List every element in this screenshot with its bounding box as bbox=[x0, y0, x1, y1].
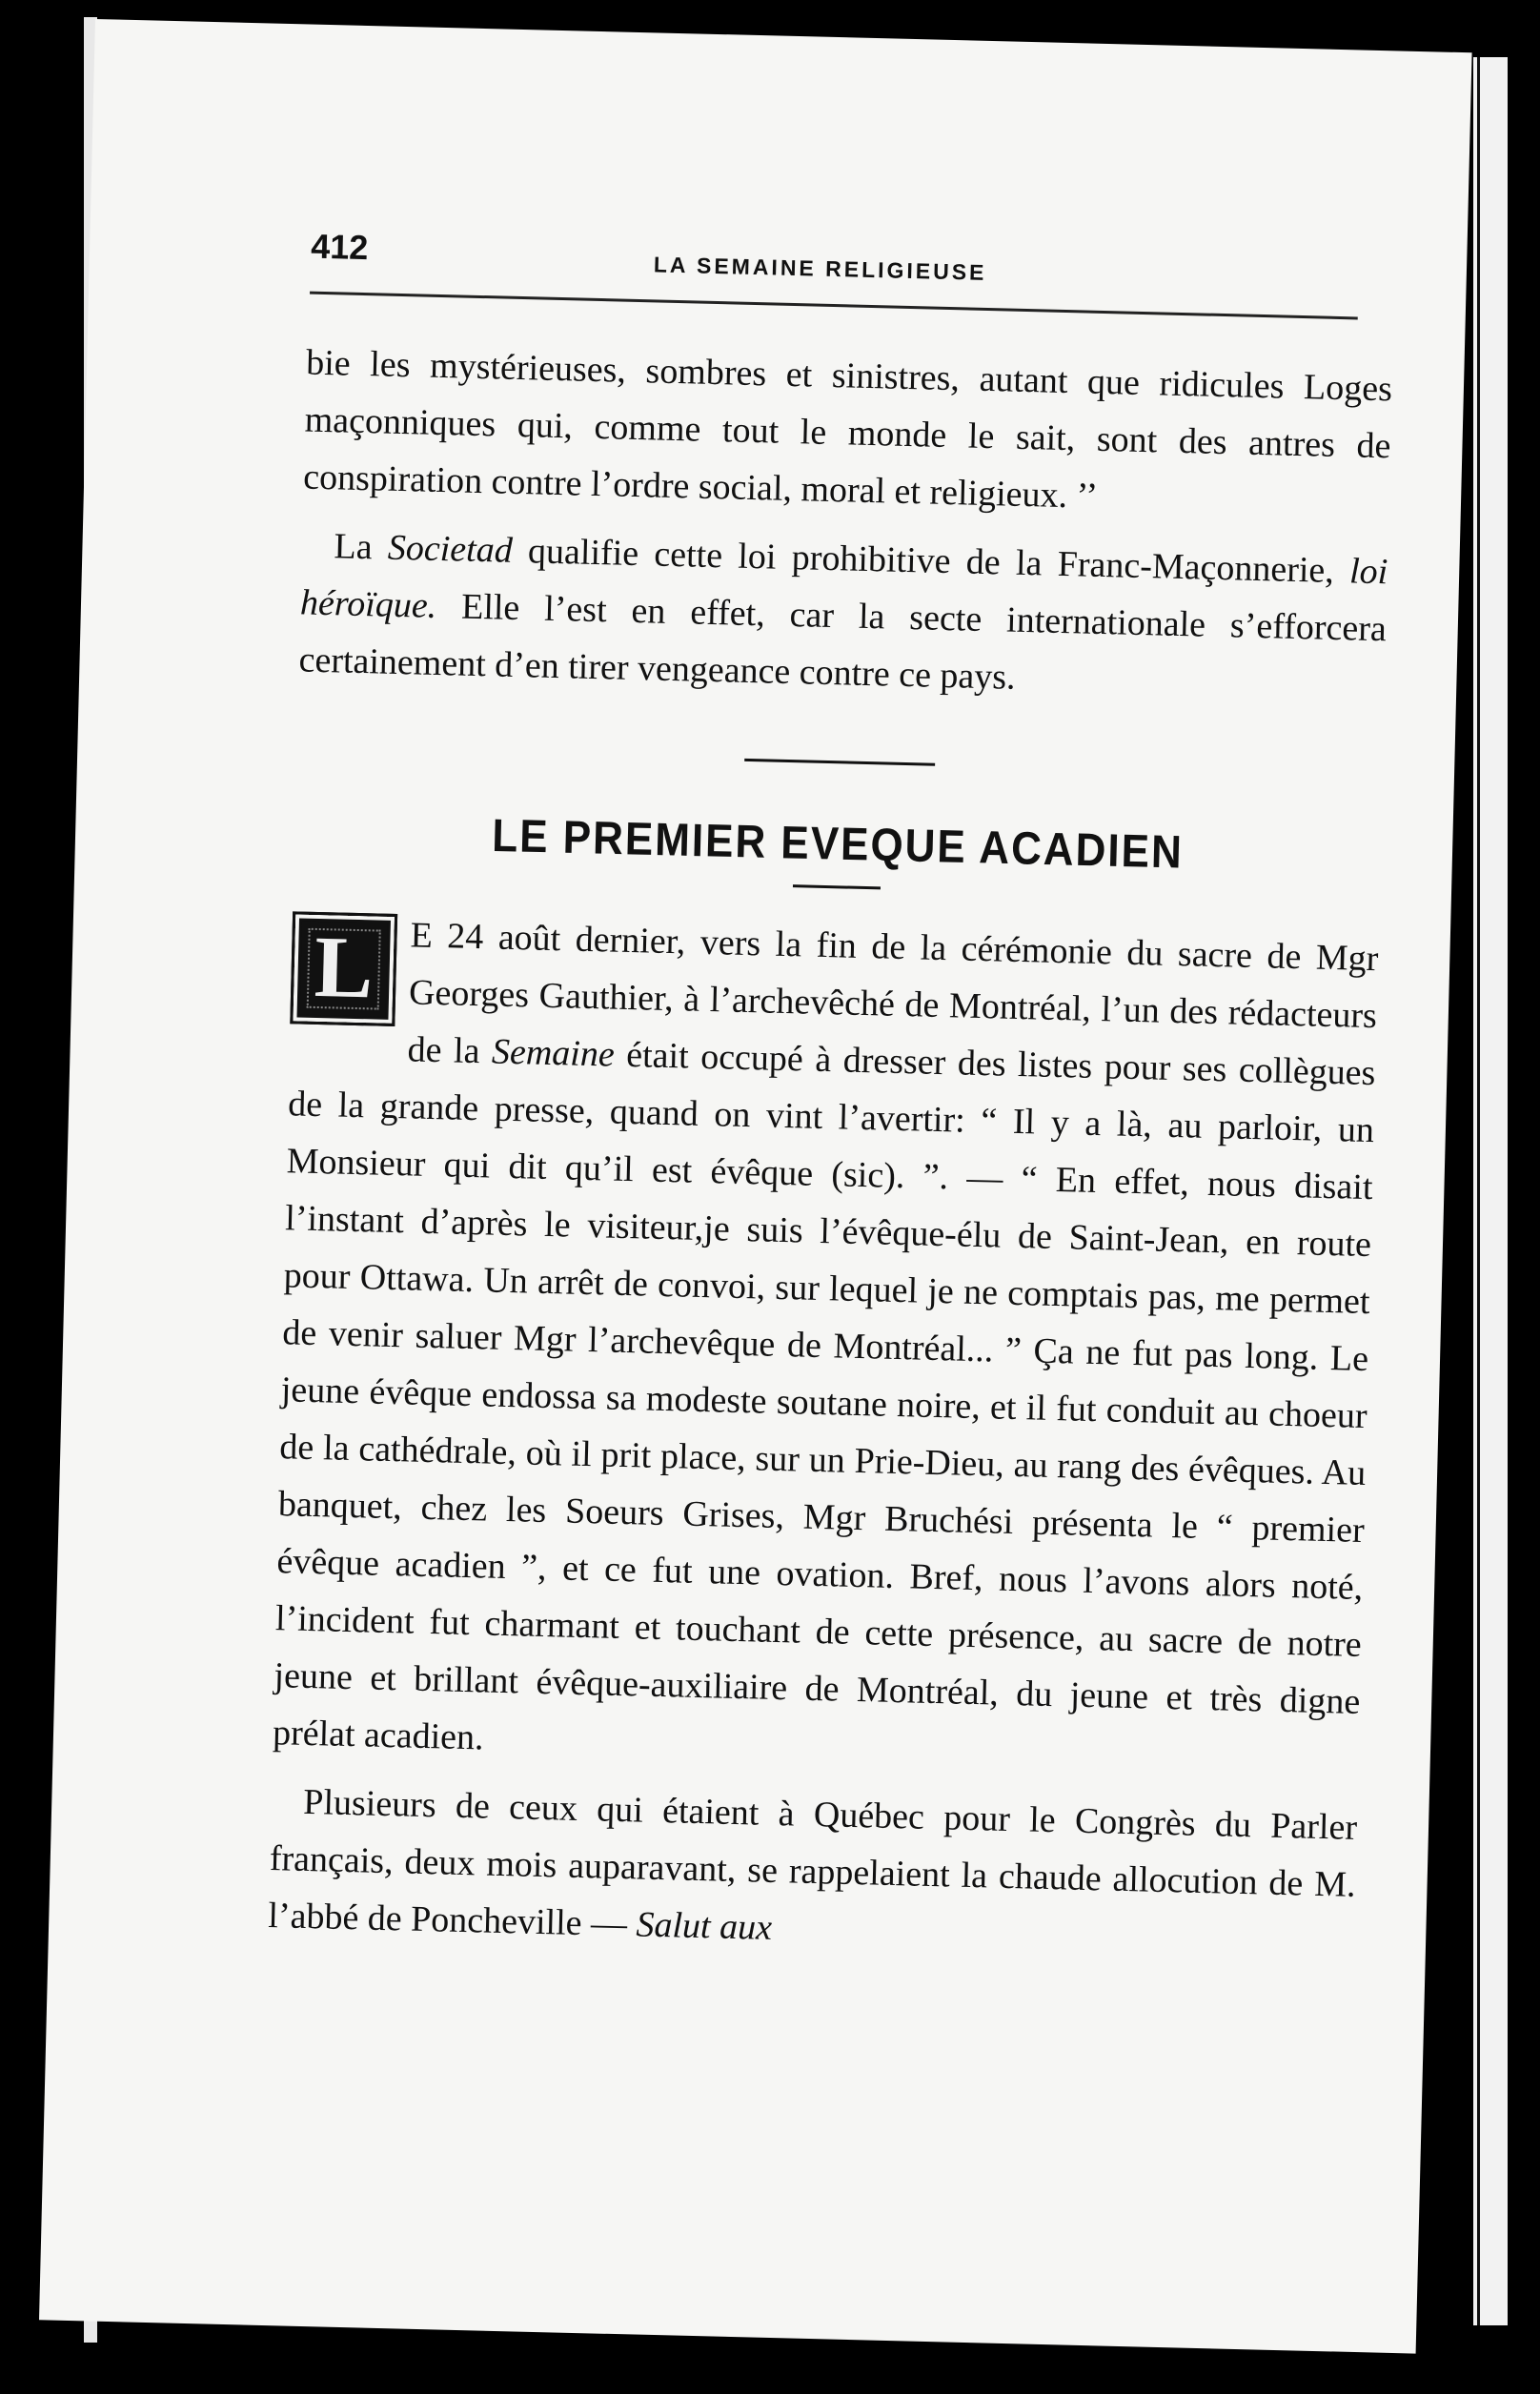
text-run: Elle l’est en effet, car la secte internationale s’efforcera certainement d’en tirer vengeance contre ce pays. bbox=[298, 585, 1388, 698]
text-run: E 24 août dernier, vers la fin de la cérémonie du sacre de Mgr Georges Gauthier, à l’archevêché de Montréal, l’un des rédacteurs de la bbox=[407, 915, 1379, 1072]
header-rule bbox=[310, 292, 1358, 320]
page-header bbox=[310, 206, 1398, 337]
running-title: LA SEMAINE RELIGIEUSE bbox=[653, 252, 987, 285]
text-run: qualifie cette loi prohibitive de la Franc-Maçonnerie, bbox=[512, 530, 1350, 592]
text-run: Plusieurs de ceux qui étaient à Québec pour le Congrès du Parler français, deux mois auparavant, se rappelaient la chaude allocution de M. l’abbé de Poncheville — bbox=[267, 1781, 1358, 1945]
drop-cap-letter: L bbox=[313, 917, 375, 1017]
drop-cap-ornament bbox=[290, 911, 397, 1026]
paragraph-societad bbox=[298, 517, 1388, 715]
italic-run: Societad bbox=[387, 527, 514, 571]
paragraph-main bbox=[272, 903, 1379, 1788]
italic-run: loi héroïque. bbox=[299, 551, 1388, 626]
text-run: La bbox=[334, 526, 389, 568]
text-run: était occupé à dresser des listes pour ses collègues de la grande presse, quand on vint l’avertir: “ Il y a là, au parloir, un Monsieur qui dit qu’il est évêque (sic). ”. — “ En effet, nous disait l’instant d’après le visiteur,je suis l’évêque-élu de Saint-Jean, en route pour Ottawa. Un arrêt de convoi, sur lequel je ne comptais pas, me permet de venir saluer Mgr l’archevêque de Montréal... ” Ça ne fut pas long. Le jeune évêque endossa sa modeste soutane noire, et il fut conduit au choeur de la cathédrale, où il prit place, sur un Prie-Dieu, au rang des évêques. Au banquet, chez les Soeurs Grises, Mgr Bruchési présenta le “ premier évêque acadien ”, et ce fut une ovation. Bref, nous l’avons alors noté, l’incident fut charmant et touchant de cette présence, au sacre de notre jeune et brillant évêque-auxiliaire de Montréal, du jeune et très digne prélat acadien. bbox=[272, 1034, 1376, 1758]
book-page bbox=[39, 19, 1472, 2354]
page-body bbox=[268, 335, 1393, 1971]
section-title: LE PREMIER EVEQUE ACADIEN bbox=[491, 809, 1185, 879]
paragraph-continued: bie les mystérieuses, sombres et sinistres, autant que ridicules Loges maçonniques qui, comme tout le monde le sait, sont des antres de conspiration contre l’ordre social, moral et religieux. ’’ bbox=[302, 342, 1393, 517]
section-divider bbox=[744, 759, 935, 766]
title-rule bbox=[793, 884, 881, 889]
paragraph-last bbox=[268, 1773, 1358, 1971]
italic-run: Semaine bbox=[491, 1031, 616, 1075]
page-number: 412 bbox=[310, 226, 369, 268]
italic-run: Salut aux bbox=[636, 1904, 773, 1948]
facing-page-edge bbox=[1473, 57, 1508, 2325]
